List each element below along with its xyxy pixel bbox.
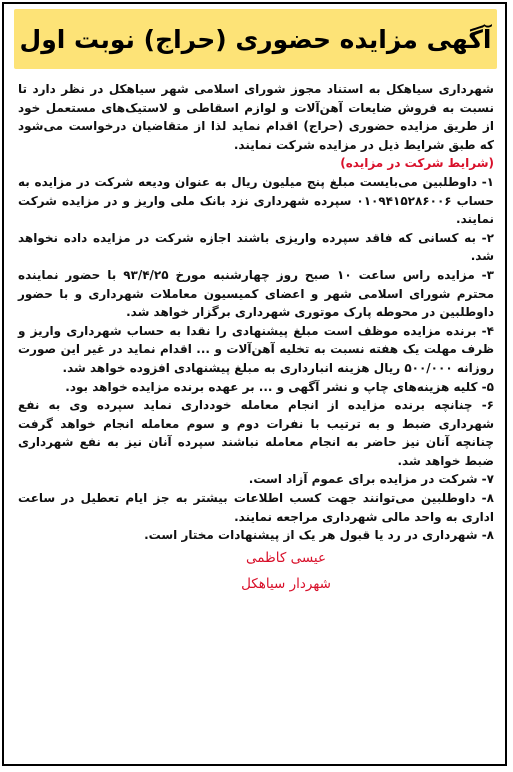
condition-item: ۸- داوطلبین می‌توانند جهت کسب اطلاعات بیشتر به جز ایام تعطیل در ساعت اداری به واحد مالی شهرداری مراجعه نمایند. xyxy=(18,491,494,524)
ad-title: آگهی مزایده حضوری (حراج) نوبت اول xyxy=(19,24,492,54)
condition-item: ۶- چنانچه برنده مزایده از انجام معامله خودداری نماید سپرده وی به نفع شهرداری ضبط و به ترتیب با نفرات دوم و سوم معامله انجام خواهد گرفت چنانچه آنان نیز حاضر به انجام معامله نباشند سپرده آنان نیز به نفع شهرداری ضبط خواهد شد. xyxy=(18,398,494,468)
intro-paragraph: شهرداری سیاهکل به استناد مجوز شورای اسلامی شهر سیاهکل در نظر دارد تا نسبت به فروش ضایعات آهن‌آلات و لوازم اسقاطی و لاستیک‌های مستعمل خود از طریق مزایده حضوری (حراج) اقدام نماید لذا از متقاضیان درخواست می‌شود که طبق شرایط ذیل در مزایده شرکت نمایند. xyxy=(18,82,494,152)
signature-name: عیسی کاظمی xyxy=(245,549,327,566)
condition-item: ۴- برنده مزایده موظف است مبلغ پیشنهادی را نقدا به حساب شهرداری واریز و ظرف مهلت یک هفته نسبت به تخلیه آهن‌آلات و ... اقدام نماید در غیر این صورت روزانه ۵۰۰/۰۰۰ ریال هزینه انبارداری به مبلغ پیشنهادی افزوده خواهد شد. xyxy=(18,323,494,375)
conditions-heading: (شرایط شرکت در مزایده) xyxy=(340,156,494,171)
signature-title: شهردار سیاهکل xyxy=(241,575,331,592)
condition-item: ۸- شهرداری در رد یا قبول هر یک از پیشنهادات مختار است. xyxy=(144,528,494,543)
ad-body xyxy=(18,80,494,597)
condition-item: ۱- داوطلبین می‌بایست مبلغ پنج میلیون ریال به عنوان ودیعه شرکت در مزایده به حساب ۰۱۰۹۴۱۵۲۸۶۰۰۶ سپرده شهرداری نزد بانک ملی واریز و در مزایده شرکت نمایند. xyxy=(18,174,494,227)
condition-item: ۳- مزایده راس ساعت ۱۰ صبح روز چهارشنبه مورخ ۹۳/۴/۲۵ با حضور نماینده محترم شورای اسلامی شهر و اعضای کمیسیون معاملات شهرداری و با حضور داوطلبین در محوطه پارک موتوری شهرداری برگزار خواهد شد. xyxy=(18,267,494,320)
condition-item: ۲- به کسانی که فاقد سپرده واریزی باشند اجازه شرکت در مزایده داده نخواهد شد. xyxy=(18,230,494,264)
condition-item: ۵- کلیه هزینه‌های چاپ و نشر آگهی و ... بر عهده برنده مزایده خواهد بود. xyxy=(65,379,494,394)
condition-item: ۷- شرکت در مزایده برای عموم آزاد است. xyxy=(248,472,494,487)
